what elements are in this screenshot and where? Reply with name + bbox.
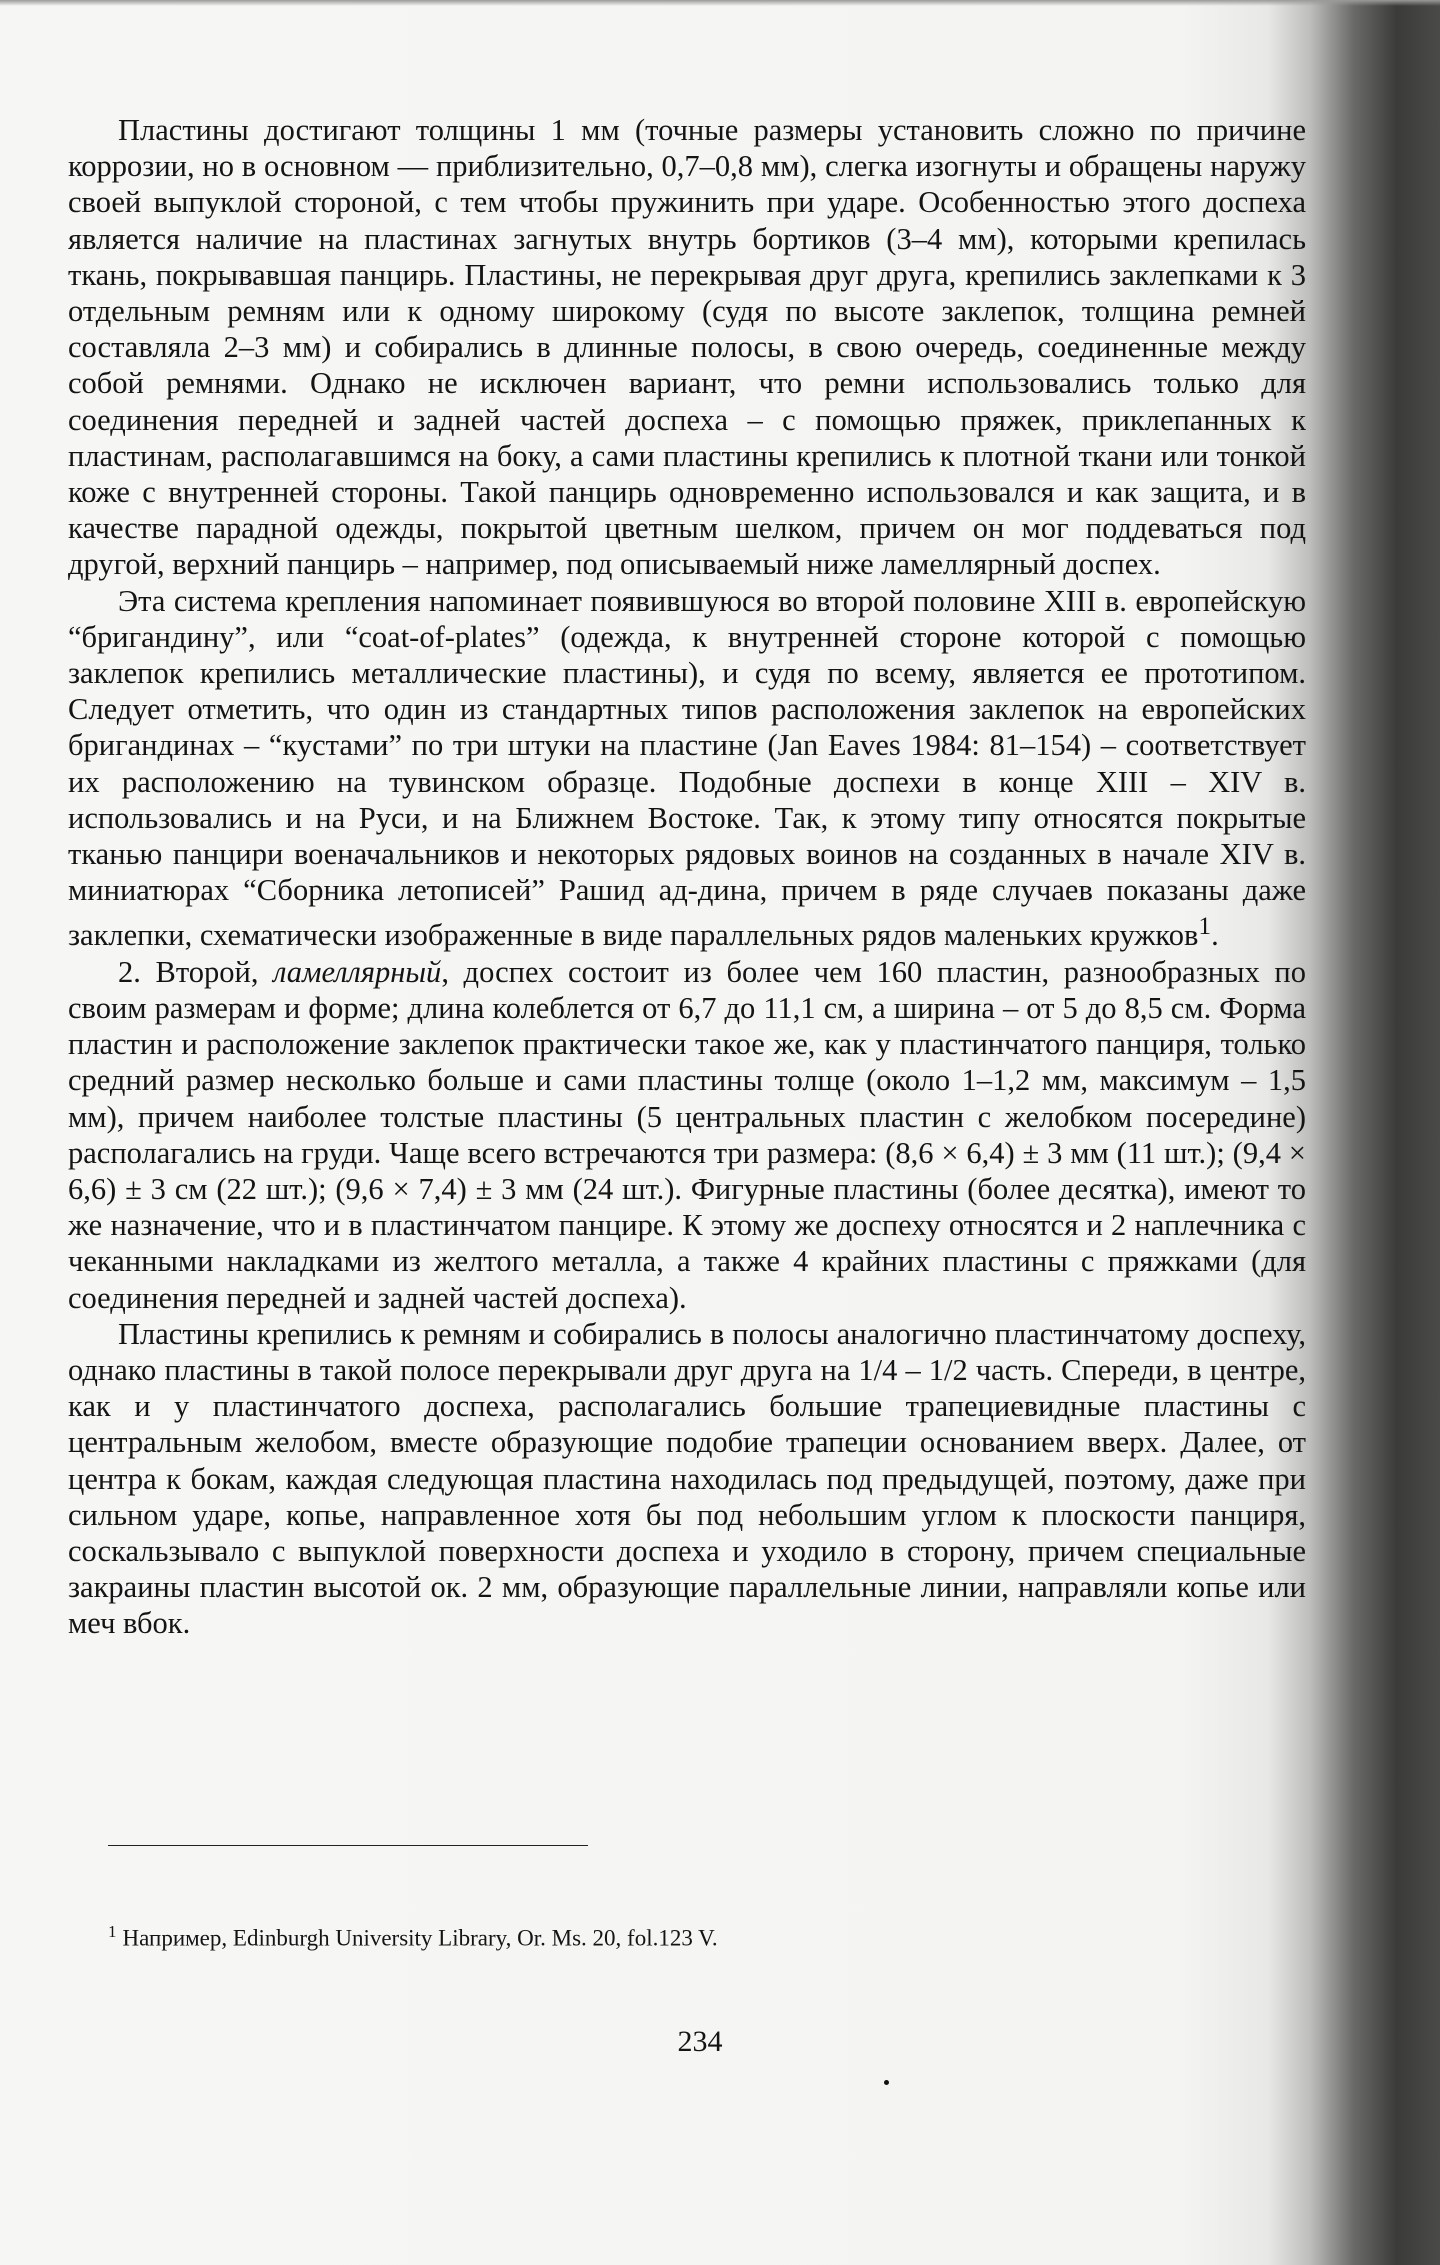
footnote-reference: 1	[1198, 912, 1212, 941]
footnote-text: Например, Edinburgh University Library, Or. Ms. 20, fol.123 V.	[122, 1925, 718, 1951]
paragraph-plate-armor-construction: Пластины достигают толщины 1 мм (точные размеры установить сложно по причине коррозии, но в основном — приблизительно, 0,7–0,8 мм), слегка изогнуты и обращены наружу своей выпуклой стороной, с тем чтобы пружинить при ударе. Особенностью этого доспеха является наличие на пластинах загнутых внутрь бортиков (3–4 мм), которыми крепилась ткань, покрывавшая панцирь. Пластины, не перекрывая друг друга, крепились заклепками к 3 отдельным ремням или к одному широкому (судя по высоте заклепок, толщина ремней составляла 2–3 мм) и собирались в длинные полосы, в свою очередь, соединенные между собой ремнями. Однако не исключен вариант, что ремни использовались только для соединения передней и задней частей доспеха – с помощью пряжек, приклепанных к пластинам, располагавшимся на боку, а сами пластины крепились к плотной ткани или тонкой коже с внутренней стороны. Такой панцирь одновременно использовался и как защита, и в качестве парадной одежды, покрытой цветным шелком, причем он мог поддеваться под другой, верхний панцирь – например, под описываемый ниже ламеллярный доспех.	[68, 113, 1306, 582]
paragraph-brigandine-text: Эта система крепления напоминает появившуюся во второй половине XIII в. европейскую “бригандину”, или “coat-of-plates” (одежда, к внутренней стороне которой с помощью заклепок крепились металлические пластины), и судя по всему, является ее прототипом. Следует отметить, что один из стандартных типов расположения заклепок на европейских бригандинах – “кустами” по три штуки на пластине (Jan Eaves 1984: 81–154) – соответствует их расположению на тувинском образце. Подобные доспехи в конце XIII – XIV в. использовались и на Руси, и на Ближнем Востоке. Так, к этому типу относятся покрытые тканью панцири военачальников и некоторых рядовых воинов на созданных в начале XIV в. миниатюрах “Сборника летописей” Рашид ад-дина, причем в ряде случаев показаны даже заклепки, схематически изображенные в виде параллельных рядов маленьких кружков	[68, 583, 1306, 953]
footnote-divider	[108, 1845, 588, 1846]
paragraph-lamellar-armor	[68, 954, 1306, 1316]
page-top-edge	[0, 0, 1440, 6]
paragraph-lamellar-text: , доспех состоит из более чем 160 пластин, разнообразных по своим размерам и форме; длина колеблется от 6,7 до 11,1 см, а ширина – от 5 до 8,5 см. Форма пластин и расположение заклепок практически такое же, как у пластинчатого панциря, только средний размер несколько больше и сами пластины толще (около 1–1,2 мм, максимум – 1,5 мм), причем наиболее толстые пластины (5 центральных пластин с желобком посередине) располагались на груди. Чаще всего встречаются три размера: (8,6 × 6,4) ± 3 мм (11 шт.); (9,4 × 6,6) ± 3 см (22 шт.); (9,6 × 7,4) ± 3 мм (24 шт.). Фигурные пластины (более десятка), имеют то же назначение, что и в пластинчатом панцире. К этому же доспеху относятся и 2 наплечника с чеканными накладками из желтого металла, а также 4 крайних пластины с пряжками (для соединения передней и задней частей доспеха).	[68, 954, 1306, 1315]
paragraph-brigandine-comparison: Эта система крепления напоминает появившуюся во второй половине XIII в. европейскую “бригандину”, или “coat-of-plates” (одежда, к внутренней стороне которой с помощью заклепок крепились металлические пластины), и судя по всему, является ее прототипом. Следует отметить, что один из стандартных типов расположения заклепок на европейских бригандинах – “кустами” по три штуки на пластине (Jan Eaves 1984: 81–154) – соответствует их расположению на тувинском образце. Подобные доспехи в конце XIII – XIV в. использовались и на Руси, и на Ближнем Востоке. Так, к этому типу относятся покрытые тканью панцири военачальников и некоторых рядовых воинов на созданных в начале XIV в. миниатюрах “Сборника летописей” Рашид ад-дина, причем в ряде случаев показаны даже заклепки, схематически изображенные в виде параллельных рядов маленьких кружков$^1$.	[68, 583, 1306, 953]
paragraph-lamellar-lead: 2. Второй,	[118, 954, 274, 989]
body-text	[68, 112, 1306, 1642]
footnote	[108, 1917, 1208, 1954]
page-number: 234	[677, 2025, 723, 2058]
paragraph-lamellar-assembly: Пластины крепились к ремням и собирались в полосы аналогично пластинчатому доспеху, однако пластины в такой полосе перекрывали друг друга на 1/4 – 1/2 часть. Спереди, в центре, как и у пластинчатого доспеха, располагались большие трапециевидные пластины с центральным желобом, вместе образующие подобие трапеции основанием вверх. Далее, от центра к бокам, каждая следующая пластина находилась под предыдущей, поэтому, даже при сильном ударе, копье, направленное хотя бы под небольшим углом к плоскости панциря, соскальзывало с выпуклой поверхности доспеха и уходило в сторону, причем специальные закраины пластин высотой ок. 2 мм, образующие параллельные линии, направляли копье или меч вбок.	[68, 1316, 1306, 1641]
term-lamellar: ламеллярный	[273, 954, 442, 989]
footnote-marker: 1	[108, 1922, 117, 1941]
scan-speck	[884, 2080, 889, 2085]
